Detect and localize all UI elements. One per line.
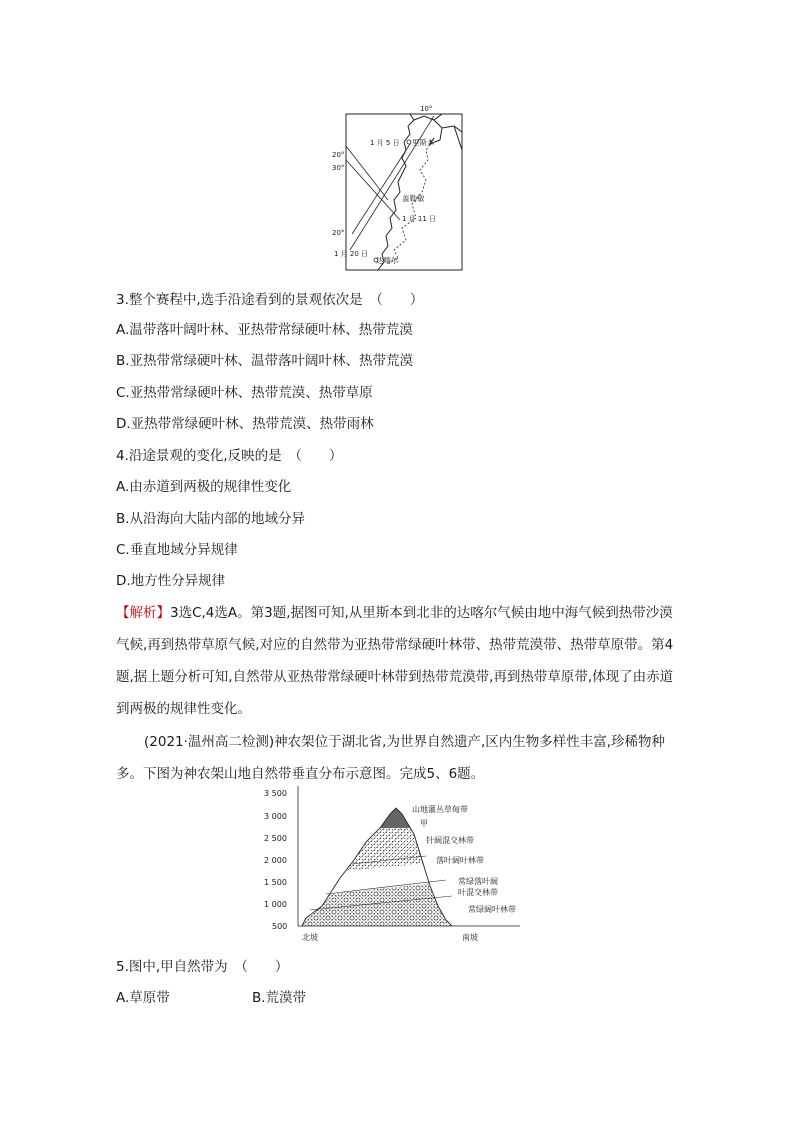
analysis-tag: 【解析】 xyxy=(116,605,170,621)
lat-label: 30° xyxy=(332,164,345,172)
question-3-option-a: A.温带落叶阔叶林、亚热带常绿硬叶林、热带荒漠 xyxy=(116,322,413,338)
city-label: 盖勒敏 xyxy=(402,194,425,203)
intro-paragraph: (2021·温州高二检测)神农架位于湖北省,为世界自然遗产,区内生物多样性丰富,珍稀物种多。下图为神农架山地自然带垂直分布示意图。完成5、6题。 xyxy=(116,734,666,782)
route-map xyxy=(330,100,470,275)
question-5-option-a: A.草原带 xyxy=(116,990,170,1006)
graticule xyxy=(350,116,437,250)
zone-label: 常绿落叶阔 xyxy=(458,877,498,886)
question-4-stem: 4.沿途景观的变化,反映的是 （ ） xyxy=(116,448,343,464)
slope-label: 北坡 xyxy=(302,933,318,942)
zone-jia xyxy=(292,786,502,828)
date-label: 1 月 11 日 xyxy=(402,215,437,223)
y-tick-label: 1 500 xyxy=(264,878,287,887)
lat-label: 20° xyxy=(332,151,345,159)
question-3-option-c: C.亚热带常绿硬叶林、热带荒漠、热带草原 xyxy=(116,385,373,401)
question-3-option-d: D.亚热带常绿硬叶林、热带荒漠、热带雨林 xyxy=(116,416,374,432)
y-tick-label: 1 000 xyxy=(264,900,287,909)
coastline xyxy=(378,114,414,270)
question-5-stem: 5.图中,甲自然带为 （ ） xyxy=(116,959,289,975)
map-frame xyxy=(346,114,462,270)
zone-label: 常绿阔叶林带 xyxy=(468,905,516,914)
y-tick-label: 3 500 xyxy=(264,789,287,798)
question-3-stem: 3.整个赛程中,选手沿途看到的景观依次是 （ ） xyxy=(116,292,424,308)
question-4-option-d: D.地方性分异规律 xyxy=(116,573,226,589)
zone-label: 山地灌丛草甸带 xyxy=(412,805,468,814)
graticule xyxy=(346,160,400,220)
zone-label: 针阔混交林带 xyxy=(426,836,474,845)
date-label: 1 月 5 日 xyxy=(370,139,400,147)
y-tick-label: 3 000 xyxy=(264,812,287,821)
question-5-option-b: B.荒漠带 xyxy=(252,990,307,1006)
question-3-option-b: B.亚热带常绿硬叶林、温带落叶阔叶林、热带荒漠 xyxy=(116,353,414,369)
graticule xyxy=(346,146,388,200)
zone-label: 甲 xyxy=(420,819,428,828)
question-4-option-b: B.从沿海向大陆内部的地域分异 xyxy=(116,511,306,527)
analysis-paragraph xyxy=(116,597,682,725)
city-label: 里斯本 xyxy=(412,138,435,147)
y-tick-label: 2 500 xyxy=(264,834,287,843)
lat-label: 20° xyxy=(332,229,345,237)
lon-label: 10° xyxy=(420,105,433,113)
y-tick-label: 2 000 xyxy=(264,856,287,865)
y-tick-labels xyxy=(264,789,287,931)
zone-label: 落叶阔叶林带 xyxy=(436,856,484,865)
question-4-option-a: A.由赤道到两极的规律性变化 xyxy=(116,479,292,495)
y-tick-label: 500 xyxy=(272,922,288,931)
analysis-text: 3选C,4选A。第3题,据图可知,从里斯本到北非的达喀尔气候由地中海气候到热带沙漠气候,再到热带草原气候,对应的自然带为亚热带常绿硬叶林带、热带荒漠带、热带草原带。第4题,据上题分析可知,自然带从亚热带常绿硬叶林带到热带荒漠带,再到热带草原带,体现了由赤道到两极的规律性变化。 xyxy=(116,605,674,717)
city-marker xyxy=(407,140,411,144)
mountain-zone-diagram xyxy=(262,786,532,946)
zone-label: 叶混交林带 xyxy=(458,888,498,897)
city-label: 达喀尔 xyxy=(376,256,399,265)
question-4-option-c: C.垂直地域分异规律 xyxy=(116,542,238,558)
slope-label: 南坡 xyxy=(462,933,478,942)
date-label: 1 月 20 日 xyxy=(334,250,369,258)
